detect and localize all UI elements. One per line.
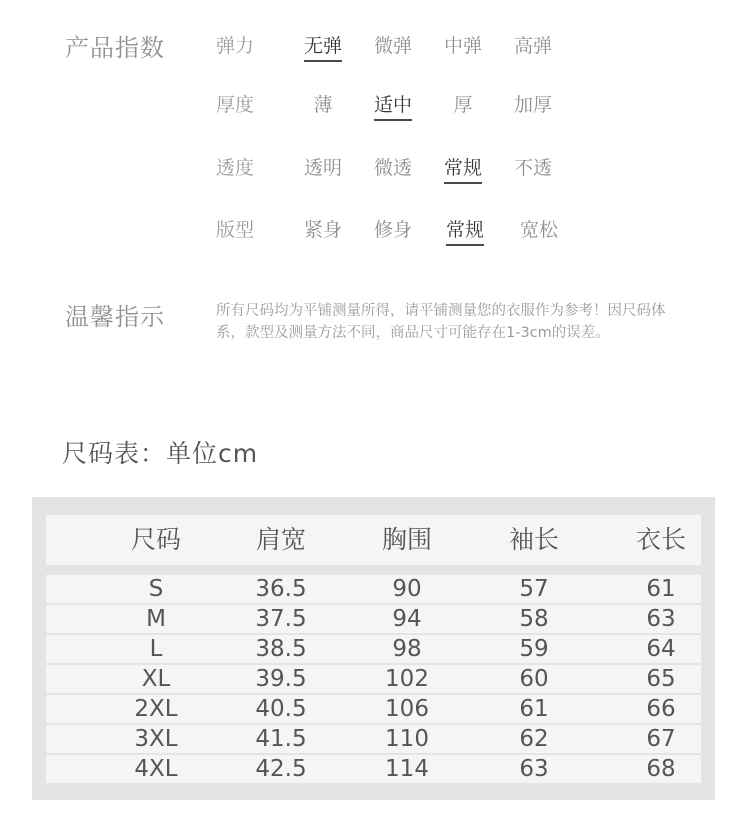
elasticity-option-none: 无弹 — [293, 31, 353, 58]
header-shoulder: 肩宽 — [255, 525, 306, 554]
header-length: 衣长 — [635, 525, 686, 554]
cell-length: 64 — [646, 636, 676, 662]
cell-sleeve: 57 — [519, 576, 549, 602]
elasticity-option-high: 高弹 — [513, 35, 552, 57]
cell-length: 68 — [646, 756, 676, 782]
transparency-label: 透度 — [216, 157, 255, 179]
size-table-header — [46, 515, 701, 565]
cell-sleeve: 60 — [519, 666, 549, 692]
fit-option-regular: 常规 — [435, 215, 495, 242]
table-row — [46, 575, 701, 603]
size-table — [32, 497, 715, 800]
cell-size: M — [146, 606, 166, 632]
cell-sleeve: 59 — [519, 636, 549, 662]
table-row — [46, 665, 701, 693]
cell-sleeve: 63 — [519, 756, 549, 782]
cell-sleeve: 61 — [519, 696, 549, 722]
cell-chest: 90 — [392, 576, 422, 602]
cell-size: S — [148, 576, 164, 602]
cell-shoulder: 40.5 — [255, 696, 307, 722]
elasticity-label: 弹力 — [216, 35, 255, 57]
table-row — [46, 725, 701, 753]
cell-shoulder: 38.5 — [255, 636, 307, 662]
cell-length: 66 — [646, 696, 676, 722]
cell-chest: 114 — [385, 756, 429, 782]
cell-size: XL — [141, 666, 171, 692]
thickness-option-thick: 厚 — [453, 94, 473, 116]
thickness-option-medium: 适中 — [363, 90, 423, 117]
fit-label: 版型 — [216, 219, 255, 241]
cell-size: L — [149, 636, 163, 662]
cell-chest: 98 — [392, 636, 422, 662]
cell-length: 61 — [646, 576, 676, 602]
product-index-title: 产品指数 — [65, 34, 165, 62]
thickness-option-extra-thick: 加厚 — [513, 94, 552, 116]
cell-size: 3XL — [134, 726, 178, 752]
cell-shoulder: 41.5 — [255, 726, 307, 752]
transparency-option-regular: 常规 — [433, 153, 493, 180]
cell-chest: 102 — [385, 666, 429, 692]
cell-chest: 106 — [385, 696, 429, 722]
cell-length: 63 — [646, 606, 676, 632]
transparency-option-opaque: 不透 — [513, 157, 552, 179]
table-row — [46, 695, 701, 723]
table-row — [46, 605, 701, 633]
cell-chest: 110 — [385, 726, 429, 752]
size-table-title: 尺码表：单位cm — [62, 439, 259, 468]
cell-shoulder: 37.5 — [255, 606, 307, 632]
tips-title: 温馨指示 — [65, 303, 165, 331]
cell-size: 2XL — [134, 696, 178, 722]
table-row — [46, 755, 701, 783]
cell-size: 4XL — [134, 756, 178, 782]
cell-sleeve: 62 — [519, 726, 549, 752]
cell-chest: 94 — [392, 606, 422, 632]
header-sleeve: 袖长 — [508, 525, 559, 554]
elasticity-option-slight: 微弹 — [373, 35, 412, 57]
header-size: 尺码 — [130, 525, 181, 554]
cell-length: 65 — [646, 666, 676, 692]
thickness-label: 厚度 — [216, 94, 255, 116]
fit-option-slim: 修身 — [373, 219, 412, 241]
cell-shoulder: 39.5 — [255, 666, 307, 692]
fit-option-loose: 宽松 — [519, 219, 558, 241]
fit-option-tight: 紧身 — [303, 219, 342, 241]
transparency-option-slight: 微透 — [373, 157, 412, 179]
cell-shoulder: 42.5 — [255, 756, 307, 782]
cell-length: 67 — [646, 726, 676, 752]
table-row — [46, 635, 701, 663]
elasticity-option-medium: 中弹 — [443, 35, 482, 57]
cell-sleeve: 58 — [519, 606, 549, 632]
thickness-option-thin: 薄 — [313, 94, 333, 116]
tips-text: 所有尺码均为平铺测量所得，请平铺测量您的衣服作为参考！因尺码体系，款型及测量方法不同，商品尺寸可能存在1-3cm的误差。 — [216, 303, 666, 341]
header-chest: 胸围 — [381, 525, 432, 554]
transparency-option-transparent: 透明 — [303, 157, 342, 179]
cell-shoulder: 36.5 — [255, 576, 307, 602]
